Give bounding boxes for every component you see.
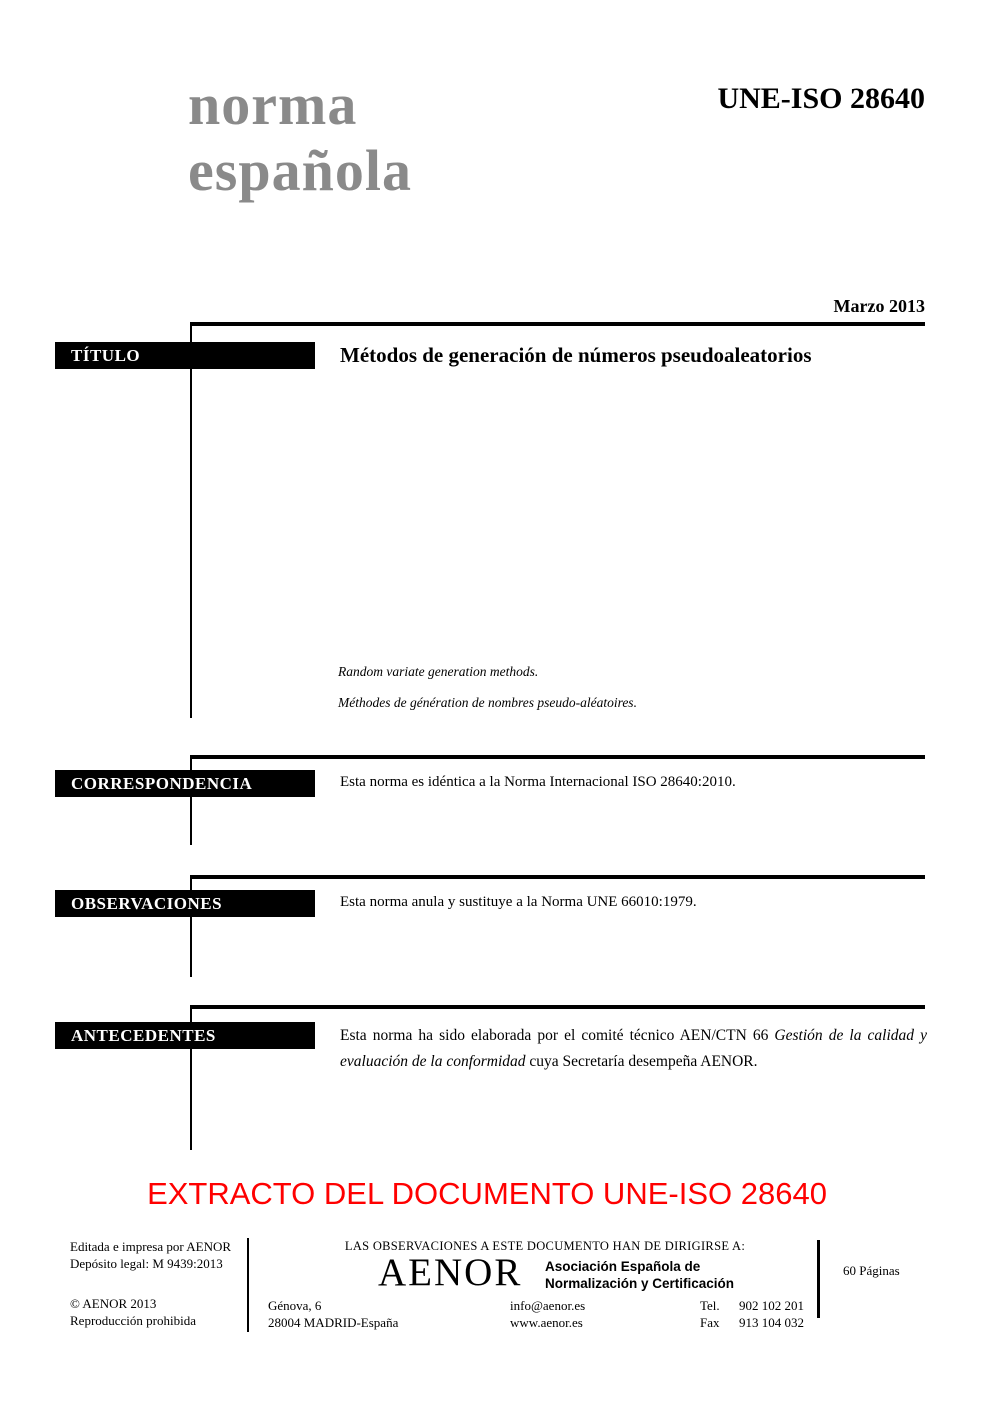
footer-contact-web <box>510 1297 585 1331</box>
footer-page-count: 60 Páginas <box>843 1263 900 1278</box>
logo-line-1: norma <box>188 72 358 137</box>
correspondencia-label: CORRESPONDENCIA <box>71 774 253 793</box>
footer-divider-left <box>247 1238 249 1332</box>
footer-copyright <box>70 1295 196 1329</box>
document-code: UNE-ISO 28640 <box>717 82 925 115</box>
antecedentes-text-italic: Gestión de la calidad y evaluación de la conformidad <box>340 1027 928 1070</box>
observaciones-top-rule <box>190 875 925 879</box>
aenor-logo-subtitle <box>545 1259 734 1292</box>
antecedentes-label-bar <box>55 1022 315 1049</box>
address-street: Génova, 6 <box>268 1298 322 1313</box>
logo-line-2: española <box>188 138 412 203</box>
address-city: 28004 MADRID-España <box>268 1315 399 1330</box>
fax-value: 913 104 032 <box>739 1315 804 1330</box>
titulo-label: TÍTULO <box>71 346 141 365</box>
footer-email: info@aenor.es <box>510 1298 586 1313</box>
antecedentes-label: ANTECEDENTES <box>71 1026 216 1045</box>
footer-phones <box>700 1297 804 1331</box>
footer-copyright-line: © AENOR 2013 <box>70 1296 157 1311</box>
footer-observations-note: LAS OBSERVACIONES A ESTE DOCUMENTO HAN DE DIRIGIRSE A: <box>344 1239 746 1253</box>
footer-imprint <box>70 1238 231 1272</box>
correspondencia-label-bar <box>55 770 315 797</box>
footer-deposit-line: Depósito legal: M 9439:2013 <box>70 1256 223 1271</box>
footer-reproduction-line: Reproducción prohibida <box>70 1313 196 1328</box>
titulo-top-rule <box>190 322 925 326</box>
norma-espanola-logo <box>188 72 412 204</box>
tel-label: Tel. <box>700 1298 720 1313</box>
tel-value: 902 102 201 <box>739 1298 804 1313</box>
footer-fax-row <box>700 1314 804 1331</box>
correspondencia-top-rule <box>190 755 925 759</box>
footer-tel-row <box>700 1297 804 1314</box>
correspondencia-vertical-rule <box>190 755 192 845</box>
titulo-vertical-rule <box>190 322 192 718</box>
aenor-logo: AENOR <box>378 1251 523 1294</box>
document-date: Marzo 2013 <box>833 296 925 316</box>
footer-website: www.aenor.es <box>510 1315 583 1330</box>
observaciones-text: Esta norma anula y sustituye a la Norma UNE 66010:1979. <box>340 894 697 910</box>
footer-address <box>268 1297 398 1331</box>
fax-label: Fax <box>700 1315 720 1330</box>
title-english: Random variate generation methods. <box>338 664 539 679</box>
titulo-label-bar <box>55 342 315 369</box>
title-french: Méthodes de génération de nombres pseudo-aléatoires. <box>338 695 637 710</box>
antecedentes-text <box>340 1023 927 1075</box>
antecedentes-text-end: cuya Secretaría desempeña AENOR. <box>525 1053 758 1070</box>
page-title: Métodos de generación de números pseudoaleatorios <box>340 343 812 367</box>
footer-edited-line: Editada e impresa por AENOR <box>70 1239 232 1254</box>
aenor-subtitle-line1: Asociación Española de <box>545 1259 701 1274</box>
correspondencia-text: Esta norma es idéntica a la Norma Internacional ISO 28640:2010. <box>340 774 736 790</box>
antecedentes-text-start: Esta norma ha sido elaborada por el comité técnico AEN/CTN 66 <box>340 1027 775 1044</box>
antecedentes-top-rule <box>190 1005 925 1009</box>
aenor-subtitle-line2: Normalización y Certificación <box>545 1275 735 1291</box>
observaciones-label-bar <box>55 890 315 917</box>
observaciones-label: OBSERVACIONES <box>71 894 223 913</box>
extract-banner: EXTRACTO DEL DOCUMENTO UNE-ISO 28640 <box>147 1176 827 1211</box>
